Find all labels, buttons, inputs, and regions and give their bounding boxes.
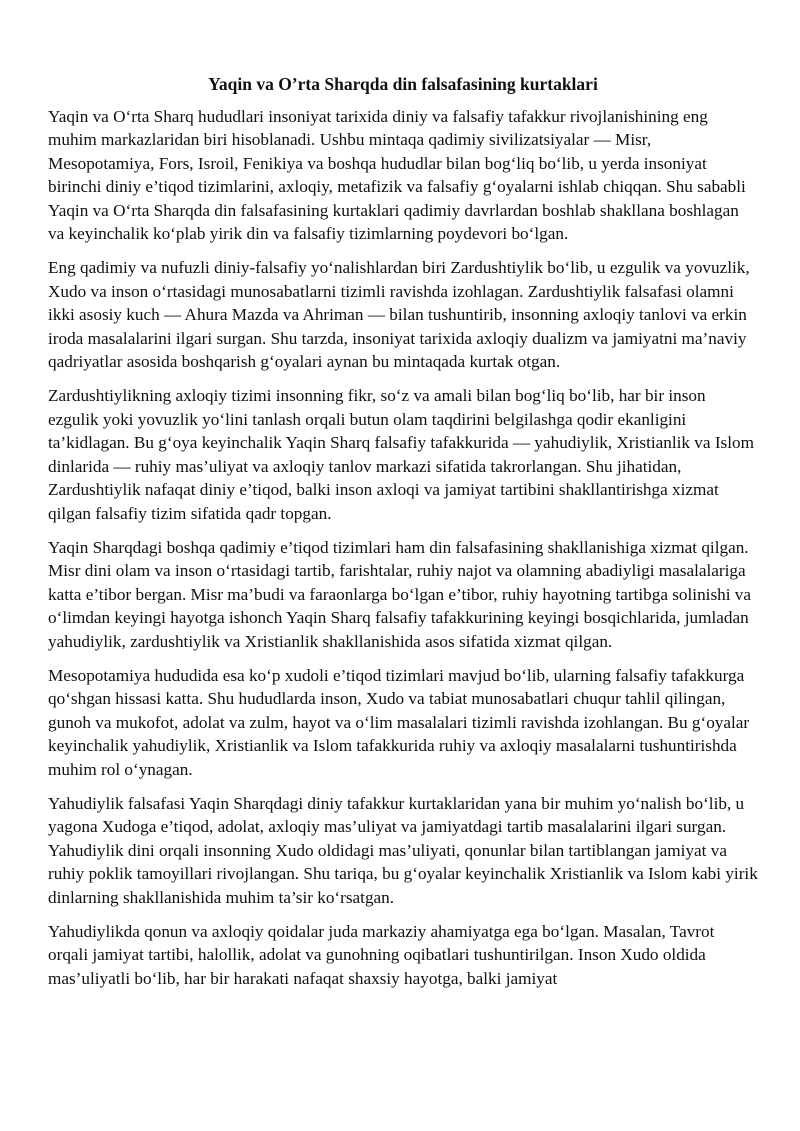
paragraph-3: Zardushtiylikning axloqiy tizimi insonning fikr, so‘z va amali bilan bog‘liq bo‘lib, har bir inson ezgulik yoki yovuzlik yo‘lini tanlash orqali butun olam taqdirini belgilashga qodir ekanligini ta’kidlagan. Bu g‘oya keyinchalik Yaqin Sharq falsafiy tafakkurida — yahudiylik, Xristianlik va Islom dinlarida — ruhiy mas’uliyat va axloqiy tanlov markazi sifatida takrorlangan. Shu jihatidan, Zardushtiylik nafaqat diniy e’tiqod, balki inson axloqi va jamiyat tartibini shakllantirishga xizmat qilgan falsafiy tizim sifatida qadr topgan. — [48, 386, 754, 523]
paragraph-4: Yaqin Sharqdagi boshqa qadimiy e’tiqod tizimlari ham din falsafasining shakllanishiga xizmat qilgan. Misr dini olam va inson o‘rtasidagi tartib, farishtalar, ruhiy najot va olamning abadiyligi masalalariga katta e’tibor bergan. Misr ma’budi va faraonlarga bo‘lgan e’tibor, ruhiy hayotning tartibga solinishi va o‘limdan keyingi hayotga ishonch Yaqin Sharq falsafiy tafakkurining keyingi bosqichlarida, jumladan yahudiylik, zardushtiylik va Xristianlik shakllanishida asos sifatida xizmat qilgan. — [48, 537, 752, 651]
document-title: Yaqin va O’rta Sharqda din falsafasining kurtaklari — [208, 74, 598, 94]
paragraph-1: Yaqin va O‘rta Sharq hududlari insoniyat tarixida diniy va falsafiy tafakkur rivojlanishining eng muhim markazlaridan biri hisoblanadi. Ushbu mintaqa qadimiy sivilizatsiyalar — Misr, Mesopotamiya, Fors, Isroil, Fenikiya va boshqa hududlar bilan bog‘liq bo‘lib, u yerda insoniyat birinchi diniy e’tiqod tizimlarini, axloqiy, metafizik va falsafiy g‘oyalarni ishlab chiqqan. Shu sababli Yaqin va O‘rta Sharqda din falsafasining kurtaklari qadimiy davrlardan boshlab shakllana boshlagan va keyinchalik ko‘plab yirik din va falsafiy tizimlarning poydevori bo‘lgan. — [48, 107, 746, 244]
document-page — [48, 72, 758, 1001]
paragraph-7: Yahudiylikda qonun va axloqiy qoidalar juda markaziy ahamiyatga ega bo‘lgan. Masalan, Tavrot orqali jamiyat tartibi, halollik, adolat va gunohning oqibatlari tushuntirilgan. Inson Xudo oldida mas’uliyatli bo‘lib, har bir harakati nafaqat shaxsiy hayotga, balki jamiyat — [48, 922, 715, 988]
paragraph-5: Mesopotamiya hududida esa ko‘p xudoli e’tiqod tizimlari mavjud bo‘lib, ularning falsafiy tafakkurga qo‘shgan hissasi katta. Shu hududlarda inson, Xudo va tabiat munosabatlari chuqur tahlil qilingan, gunoh va mukofot, adolat va zulm, hayot va o‘lim masalalari tizimli ravishda izohlangan. Bu g‘oyalar keyinchalik yahudiylik, Xristianlik va Islom tafakkurida ruhiy va axloqiy masalalarni tushuntirishda muhim rol o‘ynagan. — [48, 665, 750, 779]
paragraph-6: Yahudiylik falsafasi Yaqin Sharqdagi diniy tafakkur kurtaklaridan yana bir muhim yo‘nalish bo‘lib, u yagona Xudoga e’tiqod, adolat, axloqiy mas’uliyat va jamiyatdagi tartib masalalarini ilgari surgan. Yahudiylik dini orqali insonning Xudo oldidagi mas’uliyati, qonunlar bilan tartiblangan jamiyat va ruhiy poklik tamoyillari rivojlangan. Shu tariqa, bu g‘oyalar keyinchalik Xristianlik va Islom kabi yirik dinlarning shakllanishida muhim ta’sir ko‘rsatgan. — [48, 793, 758, 907]
paragraph-2: Eng qadimiy va nufuzli diniy-falsafiy yo‘nalishlardan biri Zardushtiylik bo‘lib, u ezgulik va yovuzlik, Xudo va inson o‘rtasidagi munosabatlarni tizimli ravishda izohlagan. Zardushtiylik falsafasi olamni ikki asosiy kuch — Ahura Mazda va Ahriman — bilan tushuntirib, insonning axloqiy tanlovi va erkin iroda masalalarini ilgari surgan. Shu tarzda, insoniyat tarixida axloqiy dualizm va jamiyatni ma’naviy qadriyatlar asosida boshqarish g‘oyalari aynan bu mintaqada kurtak otgan. — [48, 258, 750, 372]
